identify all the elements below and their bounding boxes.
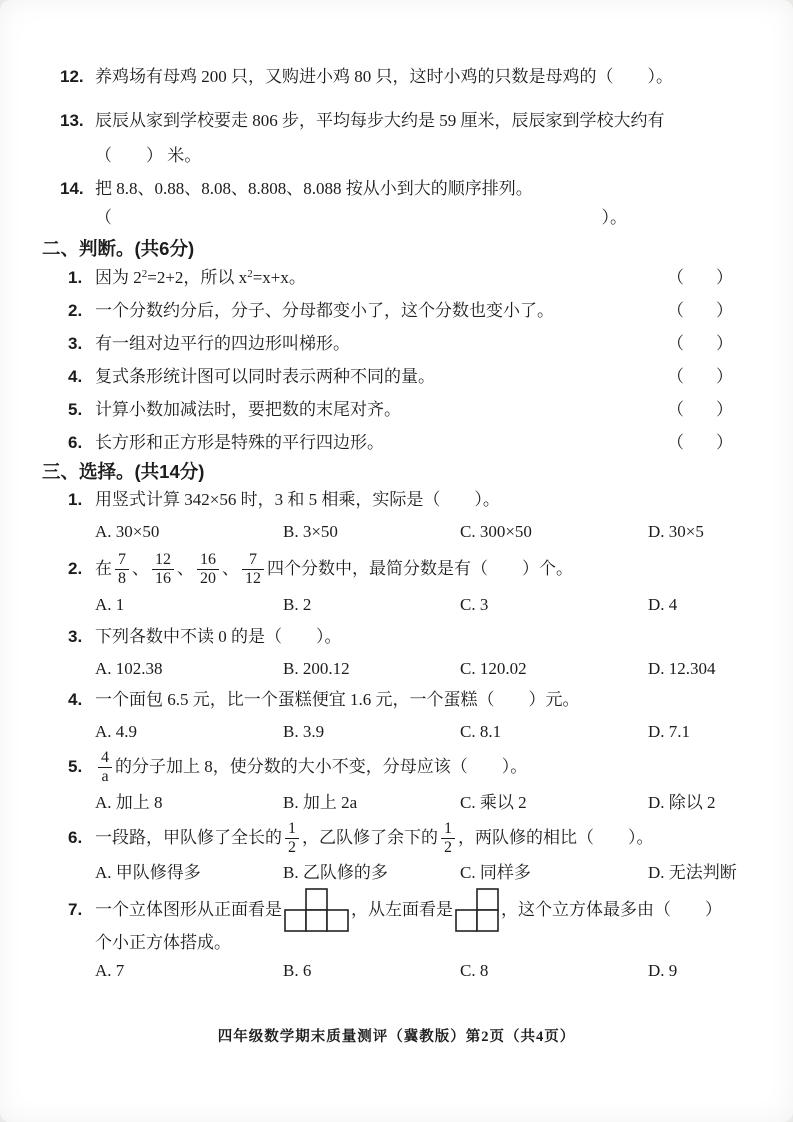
choice-q2 — [60, 551, 737, 588]
option-a: A. 加上 8 — [95, 792, 163, 812]
fill-in-q14 — [60, 178, 737, 200]
option-c: C. 120.02 — [460, 658, 527, 678]
judge-item-6 — [60, 432, 737, 454]
choice-q6 — [60, 820, 737, 857]
superscript: 2 — [247, 268, 253, 280]
option-a: A. 30×50 — [95, 522, 160, 541]
judge-item-4 — [60, 366, 737, 388]
item-number: 3. — [68, 334, 83, 353]
judge-item-3 — [60, 333, 737, 355]
question-text: 下列各数中不读 0 的是（ ）。 — [95, 626, 342, 646]
option-c: C. 乘以 2 — [460, 792, 527, 812]
item-number: 2. — [68, 301, 83, 320]
question-number: 2. — [68, 559, 83, 579]
judge-bracket: （ ） — [667, 433, 733, 452]
item-text: 长方形和正方形是特殊的平行四边形。 — [95, 433, 384, 452]
option-a: A. 1 — [95, 594, 125, 614]
question-text: 用竖式计算 342×56 时，3 和 5 相乘，实际是（ ）。 — [95, 490, 500, 509]
left-view-diagram — [455, 888, 499, 932]
open-paren: （ — [95, 208, 112, 227]
question-number: 4. — [68, 689, 83, 709]
item-number: 1. — [68, 268, 83, 287]
close-paren: ）。 — [601, 208, 627, 227]
judge-item-2 — [60, 300, 737, 322]
judge-bracket: （ ） — [667, 301, 733, 320]
option-a: A. 7 — [95, 961, 125, 981]
judge-bracket: （ ） — [667, 367, 733, 386]
option-d: D. 无法判断 — [648, 863, 737, 883]
choice-q3-options — [95, 658, 737, 680]
fill-in-q12 — [60, 66, 737, 88]
choice-q1-options — [95, 521, 737, 543]
judge-bracket: （ ） — [667, 400, 733, 419]
question-text: 一个立体图形从正面看是 ，从左面看是 ，这个立方体最多由（ ） — [95, 888, 737, 932]
choice-q5-options — [95, 792, 737, 814]
front-view-diagram — [284, 888, 349, 932]
item-text: 计算小数加减法时，要把数的末尾对齐。 — [95, 400, 401, 419]
choice-q1 — [60, 489, 737, 511]
question-number: 13. — [60, 111, 84, 130]
option-b: B. 6 — [283, 961, 312, 981]
question-number: 7. — [68, 900, 83, 920]
choice-q4-options — [95, 721, 737, 743]
option-b: B. 200.12 — [283, 658, 350, 678]
question-number: 5. — [68, 757, 83, 777]
fraction: $\frac{12}{16}$ — [152, 551, 174, 588]
fraction: $\frac{4}{a}$ — [98, 749, 112, 786]
option-d: D. 9 — [648, 961, 678, 981]
question-text: 把 8.8、0.88、8.08、8.808、8.088 按从小到大的顺序排列。 — [95, 179, 533, 198]
option-c: C. 300×50 — [460, 522, 532, 541]
option-d: D. 12.304 — [648, 658, 716, 678]
option-b: B. 3.9 — [283, 721, 325, 741]
choice-q5 — [60, 749, 737, 786]
judge-bracket: （ ） — [667, 268, 733, 287]
question-text: $\frac{4}{a}$ 的分子加上 8，使分数的大小不变，分母应该（ ）。 — [95, 749, 737, 786]
question-number: 1. — [68, 490, 83, 509]
unit-label: 米。 — [167, 146, 202, 165]
option-b: B. 3×50 — [283, 522, 338, 541]
fraction: $\frac{1}{2}$ — [285, 820, 299, 857]
fill-in-q13-blank-line — [95, 145, 737, 167]
option-c: C. 同样多 — [460, 863, 531, 883]
question-number: 6. — [68, 828, 83, 848]
option-d: D. 除以 2 — [648, 792, 716, 812]
question-text: 一段路，甲队修了全长的 $\frac{1}{2}$ ，乙队修了余下的 $\frac{1}{2}$ ，两队修的相比（ ）。 — [95, 819, 654, 856]
option-a: A. 4.9 — [95, 721, 138, 741]
judge-bracket: （ ） — [667, 334, 733, 353]
fraction: $\frac{16}{20}$ — [197, 551, 219, 588]
question-text: 在 $\frac{7}{8}$ 、 $\frac{12}{16}$ 、 $\frac{16}{20}$ 、 $\frac{7}{12}$ 四个分数中，最简分数是有（ ）个。 — [95, 551, 573, 587]
question-number: 3. — [68, 626, 83, 646]
section-title-choice: 三、选择。(共14分) — [42, 461, 205, 482]
fraction: $\frac{7}{8}$ — [115, 551, 129, 588]
option-d: D. 7.1 — [648, 721, 691, 741]
option-b: B. 加上 2a — [283, 792, 358, 812]
choice-q4 — [60, 689, 737, 711]
question-text: 养鸡场有母鸡 200 只，又购进小鸡 80 只，这时小鸡的只数是母鸡的（ ）。 — [95, 67, 673, 86]
option-d: D. 4 — [648, 594, 678, 614]
item-number: 5. — [68, 400, 83, 419]
question-number: 12. — [60, 67, 84, 86]
choice-q7 — [60, 888, 737, 932]
choice-q7-options — [95, 960, 737, 982]
item-text: 因为 $2^2=2+2$，所以 $x^2=x+x$。 — [95, 268, 306, 287]
choice-q3 — [60, 626, 737, 648]
answer-blank: （ ） — [95, 146, 163, 165]
page-footer: 四年级数学期末质量测评（冀教版）第2页（共4页） — [217, 1029, 576, 1045]
fill-in-q13 — [60, 110, 737, 132]
superscript: 2 — [141, 268, 148, 280]
option-c: C. 8.1 — [460, 721, 502, 741]
item-number: 6. — [68, 433, 83, 452]
question-text: 一个面包 6.5 元，比一个蛋糕便宜 1.6 元，一个蛋糕（ ）元。 — [95, 689, 580, 709]
choice-q2-options — [95, 594, 737, 616]
item-text: 一个分数约分后，分子、分母都变小了，这个分数也变小了。 — [95, 301, 554, 320]
item-number: 4. — [68, 367, 83, 386]
item-text: 复式条形统计图可以同时表示两种不同的量。 — [95, 367, 435, 386]
judge-item-1 — [60, 267, 737, 289]
choice-q6-options — [95, 862, 737, 884]
option-c: C. 3 — [460, 594, 489, 614]
fraction: $\frac{7}{12}$ — [242, 551, 264, 588]
option-a: A. 甲队修得多 — [95, 863, 201, 883]
choice-q7-line2: 个小正方体搭成。 — [95, 933, 231, 953]
item-text: 有一组对边平行的四边形叫梯形。 — [95, 334, 350, 353]
option-b: B. 2 — [283, 594, 312, 614]
option-b: B. 乙队修的多 — [283, 863, 388, 883]
answer-blank-wide — [95, 207, 627, 229]
question-number: 14. — [60, 179, 84, 198]
fraction: $\frac{1}{2}$ — [441, 820, 455, 857]
question-text: 辰辰从家到学校要走 806 步，平均每步大约是 59 厘米，辰辰家到学校大约有 — [95, 111, 665, 130]
judge-item-5 — [60, 399, 737, 421]
option-a: A. 102.38 — [95, 658, 163, 678]
option-d: D. 30×5 — [648, 522, 704, 541]
section-title-judge: 二、判断。(共6分) — [42, 238, 195, 259]
option-c: C. 8 — [460, 961, 489, 981]
